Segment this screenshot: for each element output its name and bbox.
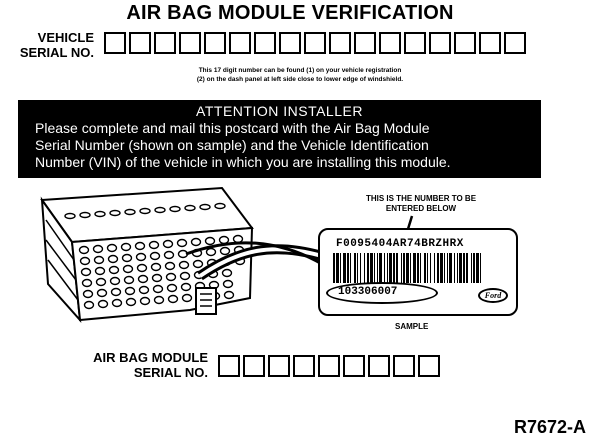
vehicle-serial-box[interactable] [204, 32, 226, 54]
module-serial-label: AIR BAG MODULE SERIAL NO. [93, 350, 208, 380]
module-serial-box[interactable] [243, 355, 265, 377]
sample-part-code: F0095404AR74BRZHRX [336, 238, 464, 250]
vehicle-serial-box[interactable] [154, 32, 176, 54]
vehicle-serial-box[interactable] [329, 32, 351, 54]
attention-installer-banner [18, 100, 541, 178]
module-serial-boxes[interactable] [218, 355, 440, 377]
vehicle-serial-box[interactable] [279, 32, 301, 54]
attention-line-3: Number (VIN) of the vehicle in which you are installing this module. [35, 154, 451, 170]
sample-word: SAMPLE [395, 322, 429, 331]
module-serial-box[interactable] [293, 355, 315, 377]
vehicle-serial-box[interactable] [179, 32, 201, 54]
module-serial-box[interactable] [343, 355, 365, 377]
air-bag-module-illustration [0, 180, 330, 340]
figure-reference: R7672-A [513, 417, 586, 437]
vehicle-serial-box[interactable] [129, 32, 151, 54]
ford-logo: Ford [478, 288, 508, 303]
vehicle-serial-box[interactable] [404, 32, 426, 54]
attention-line-2: Serial Number (shown on sample) and the Vehicle Identification [35, 137, 429, 153]
vehicle-serial-label: VEHICLE SERIAL NO. [19, 30, 94, 60]
module-serial-box[interactable] [393, 355, 415, 377]
vehicle-serial-boxes[interactable] [104, 32, 526, 54]
module-serial-box[interactable] [368, 355, 390, 377]
vehicle-serial-box[interactable] [429, 32, 451, 54]
module-serial-box[interactable] [218, 355, 240, 377]
module-serial-box[interactable] [268, 355, 290, 377]
sample-caption: THIS IS THE NUMBER TO BE ENTERED BELOW [365, 194, 477, 213]
vehicle-serial-box[interactable] [104, 32, 126, 54]
vehicle-serial-box[interactable] [504, 32, 526, 54]
vehicle-serial-box[interactable] [354, 32, 376, 54]
vehicle-serial-box[interactable] [379, 32, 401, 54]
vehicle-serial-box[interactable] [229, 32, 251, 54]
attention-line-1: Please complete and mail this postcard with the Air Bag Module [35, 120, 430, 136]
vehicle-serial-box[interactable] [254, 32, 276, 54]
sample-serial-number: 103306007 [338, 286, 398, 298]
vehicle-serial-box[interactable] [479, 32, 501, 54]
vehicle-serial-box[interactable] [454, 32, 476, 54]
vehicle-serial-box[interactable] [304, 32, 326, 54]
barcode-icon [333, 253, 481, 283]
page-title: AIR BAG MODULE VERIFICATION [126, 2, 454, 24]
vin-location-note: This 17 digit number can be found (1) on your vehicle registration (2) on the dash panel at left side close to lower edge of windshield. [196, 67, 404, 83]
attention-heading: ATTENTION INSTALLER [196, 103, 363, 119]
module-serial-box[interactable] [418, 355, 440, 377]
module-serial-box[interactable] [318, 355, 340, 377]
